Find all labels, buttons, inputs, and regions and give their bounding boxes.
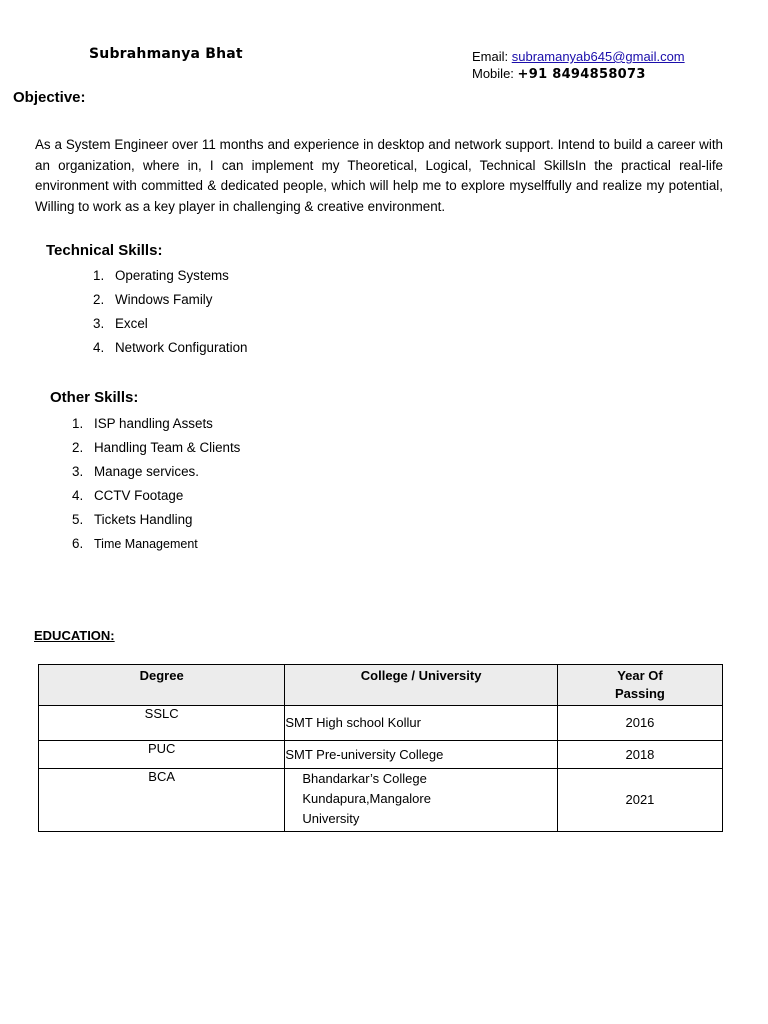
other-skills-heading: Other Skills: — [50, 389, 139, 406]
year-cell: 2018 — [557, 741, 722, 769]
list-item — [72, 416, 240, 440]
list-item — [72, 488, 240, 512]
list-item — [72, 512, 240, 536]
list-item — [93, 292, 247, 316]
table-header-row — [39, 665, 723, 706]
item-number: 6. — [72, 536, 84, 551]
other-skills-list — [72, 416, 240, 560]
item-text: Time Management — [94, 537, 198, 551]
item-text: ISP handling Assets — [94, 416, 213, 431]
item-number: 1. — [72, 416, 84, 431]
mobile-label: Mobile: — [472, 66, 518, 81]
column-header-year: Year Of Passing — [557, 665, 722, 706]
year-cell: 2021 — [557, 769, 722, 832]
item-text: Handling Team & Clients — [94, 440, 241, 455]
technical-skills-heading: Technical Skills: — [46, 242, 163, 259]
item-text: Network Configuration — [115, 340, 248, 355]
college-cell: Bhandarkar’s College Kundapura,Mangalore University — [285, 769, 558, 832]
email-label: Email: — [472, 49, 512, 64]
objective-heading: Objective: — [13, 89, 86, 106]
degree-cell: PUC — [39, 741, 285, 769]
college-cell: SMT High school Kollur — [285, 706, 558, 741]
year-cell: 2016 — [557, 706, 722, 741]
item-text: Operating Systems — [115, 268, 229, 283]
item-text: Manage services. — [94, 464, 199, 479]
education-heading: EDUCATION: — [34, 628, 115, 643]
item-number: 2. — [72, 440, 84, 455]
list-item — [93, 340, 247, 364]
table-row — [39, 741, 723, 769]
item-number: 4. — [93, 340, 105, 355]
list-item — [72, 440, 240, 464]
education-table — [38, 664, 723, 832]
column-header-college: College / University — [285, 665, 558, 706]
item-text: Windows Family — [115, 292, 213, 307]
column-header-degree: Degree — [39, 665, 285, 706]
college-cell: SMT Pre-university College — [285, 741, 558, 769]
mobile-number: +91 8494858073 — [517, 67, 646, 82]
item-number: 3. — [72, 464, 84, 479]
objective-text: As a System Engineer over 11 months and experience in desktop and network support. Intend to build a career with an organization, where in, I can implement my Theoretical, Logical, Technical SkillsIn the practical real-life environment with committed & dedicated people, which will help me to explore myselffully and realize my potential, Willing to work as a key player in challenging & creative environment. — [35, 137, 723, 214]
table-row — [39, 769, 723, 832]
mobile-line — [472, 65, 685, 83]
list-item — [93, 268, 247, 292]
item-number: 3. — [93, 316, 105, 331]
table-row — [39, 706, 723, 741]
email-link[interactable]: subramanyab645@gmail.com — [511, 49, 685, 64]
item-text: CCTV Footage — [94, 488, 184, 503]
candidate-name: Subrahmanya Bhat — [89, 46, 243, 62]
list-item — [72, 464, 240, 488]
item-text: Excel — [115, 316, 148, 331]
item-number: 4. — [72, 488, 84, 503]
technical-skills-list — [93, 268, 247, 364]
list-item — [72, 536, 240, 560]
email-line — [472, 48, 685, 65]
item-number: 2. — [93, 292, 105, 307]
degree-cell: SSLC — [39, 706, 285, 741]
item-text: Tickets Handling — [94, 512, 193, 527]
item-number: 1. — [93, 268, 105, 283]
contact-block — [472, 48, 685, 83]
list-item — [93, 316, 247, 340]
degree-cell: BCA — [39, 769, 285, 832]
item-number: 5. — [72, 512, 84, 527]
